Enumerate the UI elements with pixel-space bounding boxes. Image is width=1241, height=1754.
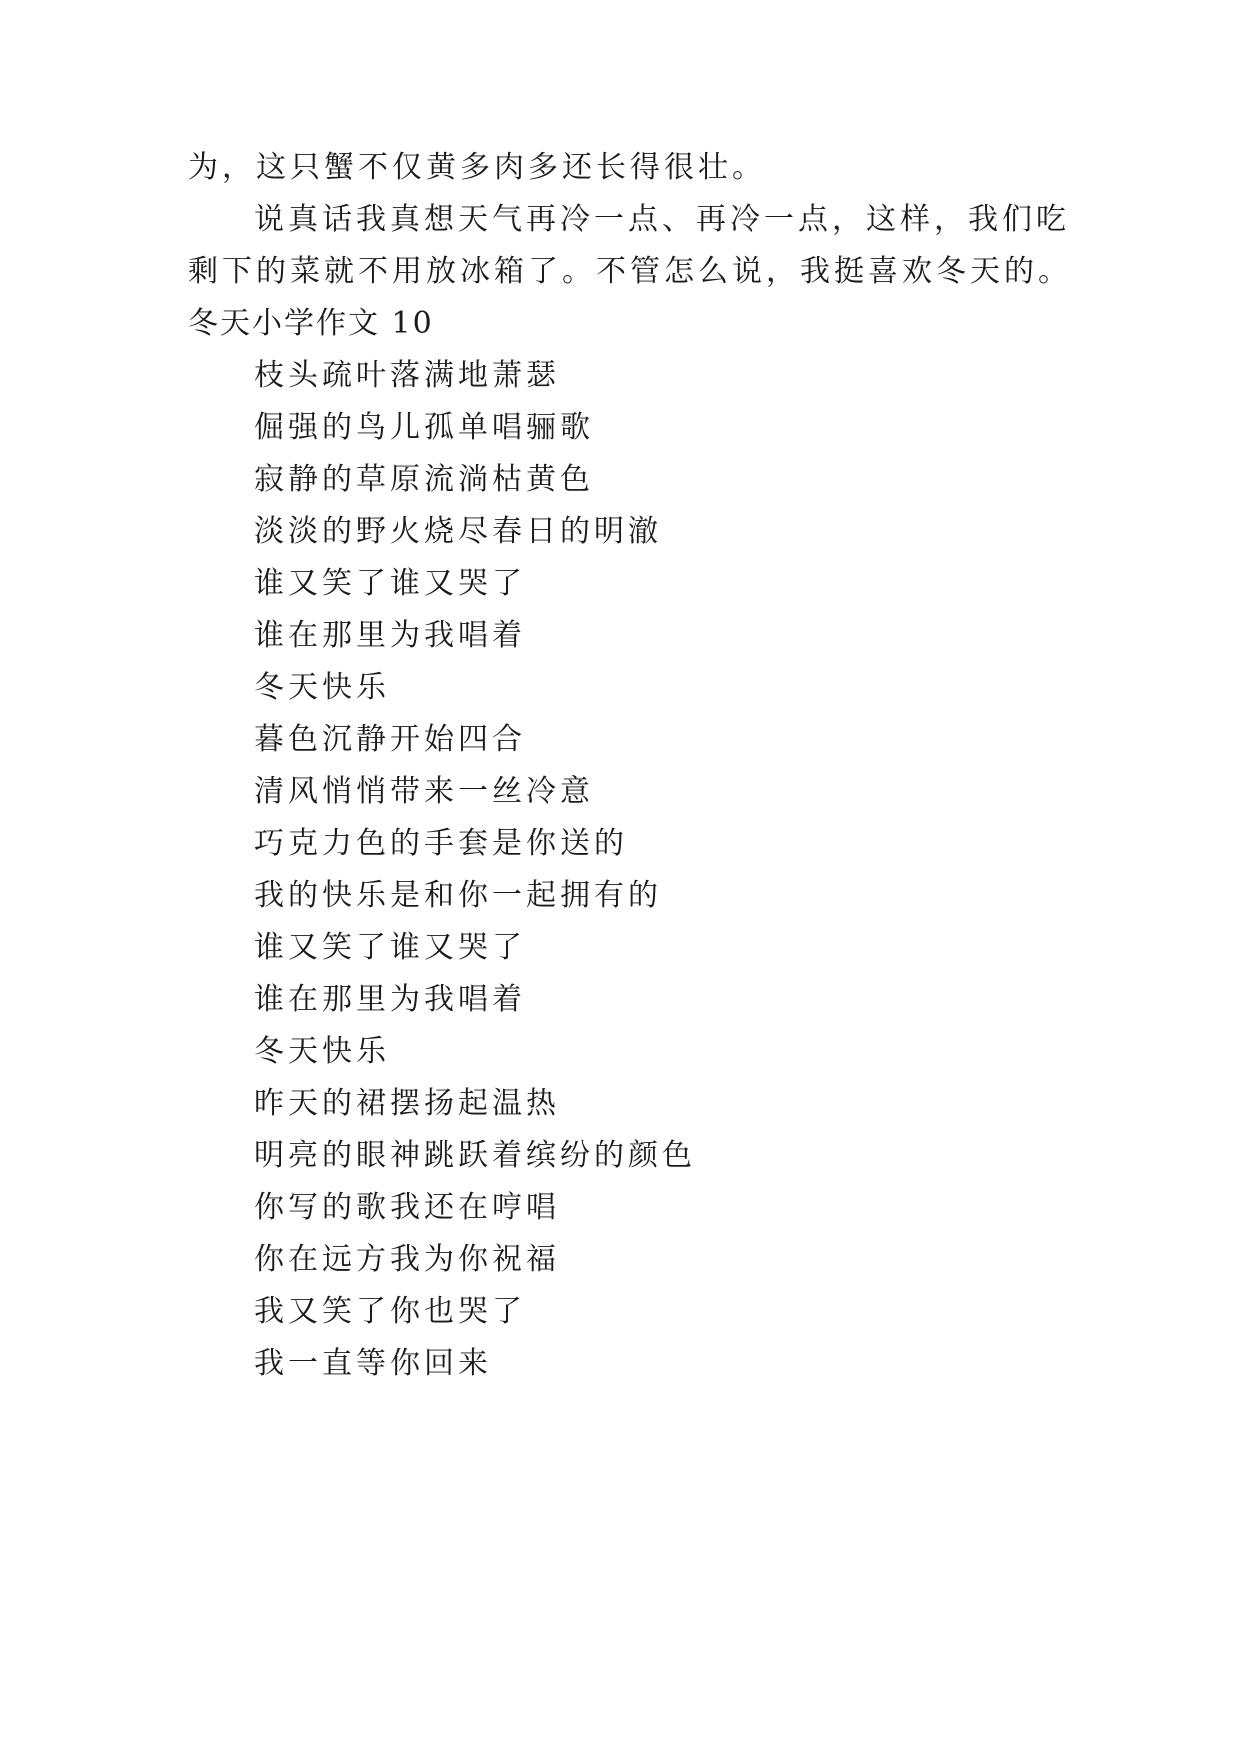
poem-line: 谁在那里为我唱着 — [254, 982, 526, 1017]
poem-line: 暮色沉静开始四合 — [254, 722, 526, 757]
poem-line: 倔强的鸟儿孤单唱骊歌 — [254, 410, 594, 445]
poem-line: 你写的歌我还在哼唱 — [254, 1190, 560, 1225]
poem-line: 寂静的草原流淌枯黄色 — [254, 462, 594, 497]
poem-line: 冬天快乐 — [254, 1034, 390, 1069]
poem-line: 明亮的眼神跳跃着缤纷的颜色 — [254, 1138, 696, 1173]
poem-line: 冬天快乐 — [254, 670, 390, 705]
poem-line: 清风悄悄带来一丝冷意 — [254, 774, 594, 809]
paragraph-line: 说真话我真想天气再冷一点、再冷一点，这样，我们吃 — [254, 202, 1070, 237]
poem-line: 我的快乐是和你一起拥有的 — [254, 878, 662, 913]
section-heading: 冬天小学作文 10 — [188, 306, 434, 341]
poem-line: 我一直等你回来 — [254, 1346, 492, 1381]
poem-line: 昨天的裙摆扬起温热 — [254, 1086, 560, 1121]
poem-line: 你在远方我为你祝福 — [254, 1242, 560, 1277]
poem-line: 枝头疏叶落满地萧瑟 — [254, 358, 560, 393]
poem-line: 谁又笑了谁又哭了 — [254, 566, 526, 601]
poem-line: 我又笑了你也哭了 — [254, 1294, 526, 1329]
poem-line: 谁在那里为我唱着 — [254, 618, 526, 653]
poem-line: 巧克力色的手套是你送的 — [254, 826, 628, 861]
paragraph-line: 剩下的菜就不用放冰箱了。不管怎么说，我挺喜欢冬天的。 — [188, 254, 1072, 289]
poem-line: 淡淡的野火烧尽春日的明澈 — [254, 514, 662, 549]
poem-line: 谁又笑了谁又哭了 — [254, 930, 526, 965]
paragraph-line: 为，这只蟹不仅黄多肉多还长得很壮。 — [188, 150, 766, 185]
